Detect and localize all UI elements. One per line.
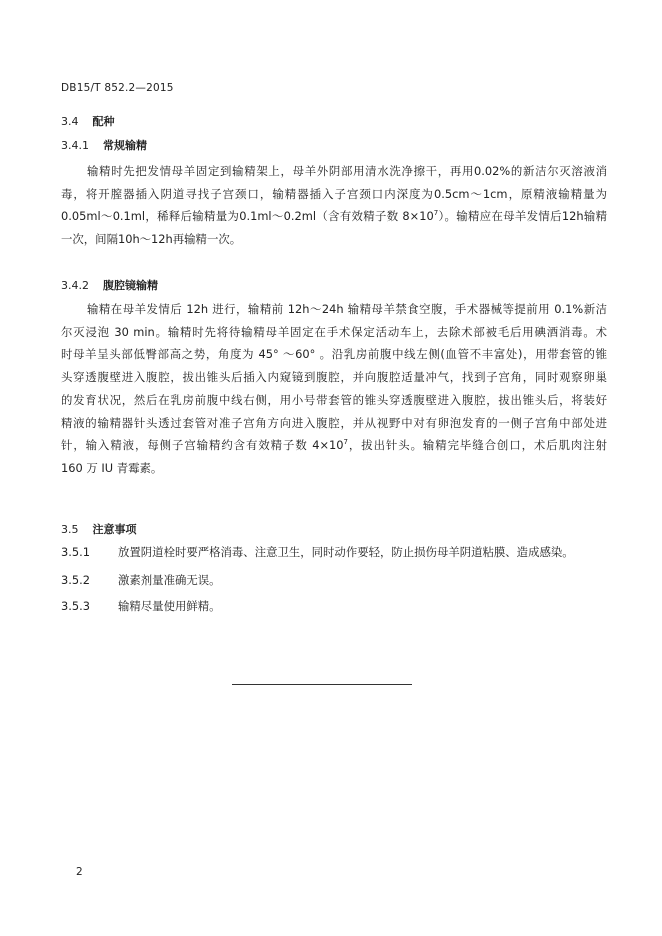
note-item	[61, 572, 221, 588]
section-number: 3.5	[61, 523, 79, 536]
paragraph-line: 的发育状况，然后在乳房前腹中线右侧，用小号带套管的锥头穿透腹壁进入腹腔，拔出锥头后，将装好	[61, 392, 607, 407]
paragraph-line: 头穿透腹壁进入腹腔，拔出锥头后插入内窥镜到腹腔，并向腹腔适量冲气，找到子宫角，同时观察卵巢	[61, 370, 607, 385]
section-number: 3.4.1	[61, 139, 89, 152]
paragraph-line: 一次，间隔10h～12h再输精一次。	[61, 232, 242, 247]
section-3-5-heading	[61, 521, 137, 537]
line-text: 针，输入精液，每侧子宫输精约含有效精子数 4×10	[61, 438, 344, 453]
line-text: 0.05ml～0.1ml，稀释后输精量为0.1ml～0.2ml（含有效精子数 8×10	[61, 209, 434, 224]
end-rule	[232, 684, 412, 685]
line-text: ）。输精应在母羊发情后12h输精	[438, 209, 607, 224]
note-number: 3.5.2	[61, 573, 90, 587]
note-number: 3.5.3	[61, 599, 90, 613]
paragraph-line: 毒，将开膣器插入阴道寻找子宫颈口，输精器插入子宫颈口内深度为0.5cm～1cm，原精液输精量为	[61, 186, 607, 201]
section-3-4-2-heading	[61, 277, 158, 293]
section-3-4-2-paragraph	[61, 298, 607, 480]
section-number: 3.4	[61, 115, 79, 128]
page-number: 2	[76, 866, 83, 878]
section-title: 配种	[92, 115, 115, 128]
note-number: 3.5.1	[61, 545, 90, 559]
document-code: DB15/T 852.2—2015	[61, 82, 174, 94]
section-3-4-heading	[61, 113, 115, 129]
paragraph-line: 输精在母羊发情后 12h 进行，输精前 12h～24h 输精母羊禁食空腹，手术器械等提前用 0.1%新洁	[87, 302, 607, 316]
note-item	[61, 544, 574, 560]
section-title: 腹腔镜输精	[103, 279, 158, 292]
paragraph-line: 精液的输精器针头透过套管对准子宫角方向进入腹腔，并从视野中对有卵泡发育的一侧子宫角中部处进	[61, 415, 607, 430]
paragraph-line: 尔灭浸泡 30 min。输精时先将待输精母羊固定在手术保定活动车上，去除术部被毛后用碘酒消毒。术	[61, 324, 607, 339]
paragraph-line	[61, 434, 607, 457]
line-text: ，拔出针头。输精完毕缝合创口，术后肌肉注射	[347, 438, 607, 453]
section-3-4-1-paragraph	[61, 160, 607, 251]
note-text: 输精尽量使用鲜精。	[118, 599, 221, 613]
exponent: 7	[343, 438, 348, 447]
paragraph-line	[61, 205, 607, 228]
paragraph-line: 160 万 IU 青霉素。	[61, 460, 163, 475]
section-title: 注意事项	[92, 523, 137, 536]
paragraph-line: 输精时先把发情母羊固定到输精架上，母羊外阴部用清水洗净擦干，再用0.02%的新洁尔灭溶液消	[87, 164, 607, 178]
section-number: 3.4.2	[61, 279, 89, 292]
note-text: 激素剂量准确无误。	[118, 573, 221, 587]
paragraph-line: 时母羊呈头部低臀部高之势，角度为 45° ～60° 。沿乳房前腹中线左侧(血管不丰富处)，用带套管的锥	[61, 347, 607, 362]
note-item	[61, 598, 221, 614]
section-3-4-1-heading	[61, 137, 147, 153]
exponent: 7	[433, 209, 439, 218]
note-text: 放置阴道栓时要严格消毒、注意卫生，同时动作要轻，防止损伤母羊阴道粘膜、造成感染。	[118, 545, 574, 559]
section-title: 常规输精	[103, 139, 147, 152]
